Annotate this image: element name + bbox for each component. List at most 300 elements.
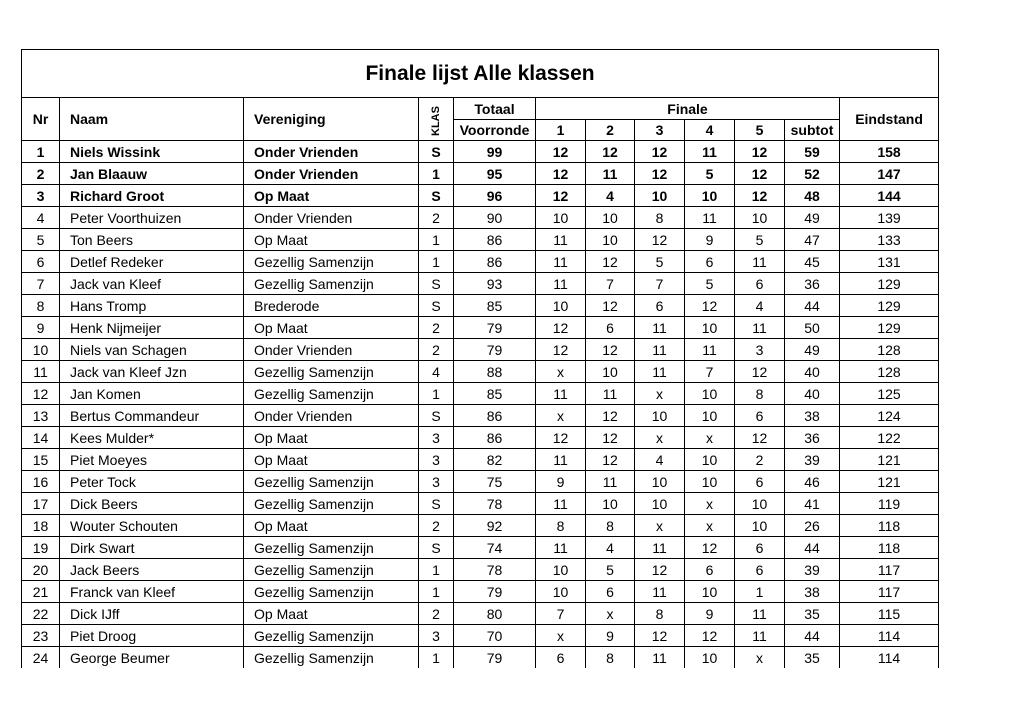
cell-naam: George Beumer [60,647,244,669]
header-voorronde: Voorronde [454,120,536,141]
cell-finale-1: 11 [536,251,586,273]
table-row [22,559,939,581]
cell-vereniging: Gezellig Samenzijn [244,537,419,559]
cell-klas: 4 [419,361,454,383]
cell-finale-2: 7 [586,273,635,295]
cell-finale-1: x [536,625,586,647]
cell-finale-5: 6 [735,471,785,493]
cell-finale-5: 12 [735,141,785,163]
cell-vereniging: Brederode [244,295,419,317]
results-table [21,49,939,668]
cell-finale-5: 11 [735,251,785,273]
cell-vereniging: Gezellig Samenzijn [244,625,419,647]
cell-finale-5: 10 [735,207,785,229]
cell-finale-3: 5 [635,251,685,273]
cell-eindstand: 124 [840,405,939,427]
cell-naam: Jan Blaauw [60,163,244,185]
cell-eindstand: 129 [840,273,939,295]
cell-eindstand: 115 [840,603,939,625]
cell-eindstand: 121 [840,471,939,493]
header-naam: Naam [60,98,244,141]
cell-subtot: 40 [785,383,840,405]
cell-klas: S [419,141,454,163]
cell-vereniging: Op Maat [244,317,419,339]
cell-naam: Jack van Kleef [60,273,244,295]
cell-nr: 19 [22,537,60,559]
cell-subtot: 38 [785,405,840,427]
cell-nr: 2 [22,163,60,185]
cell-finale-3: 4 [635,449,685,471]
cell-nr: 5 [22,229,60,251]
cell-nr: 10 [22,339,60,361]
cell-voorronde: 70 [454,625,536,647]
cell-finale-3: 11 [635,317,685,339]
cell-naam: Kees Mulder* [60,427,244,449]
cell-finale-1: 12 [536,141,586,163]
header-eindstand: Eindstand [840,98,939,141]
cell-voorronde: 92 [454,515,536,537]
cell-naam: Piet Droog [60,625,244,647]
cell-voorronde: 78 [454,493,536,515]
cell-finale-2: 6 [586,317,635,339]
cell-finale-4: 11 [685,339,735,361]
cell-eindstand: 125 [840,383,939,405]
table-row [22,295,939,317]
cell-subtot: 49 [785,207,840,229]
cell-eindstand: 147 [840,163,939,185]
cell-naam: Dick IJff [60,603,244,625]
cell-nr: 15 [22,449,60,471]
cell-finale-2: 12 [586,427,635,449]
cell-finale-5: 8 [735,383,785,405]
cell-eindstand: 128 [840,339,939,361]
cell-klas: S [419,295,454,317]
cell-vereniging: Gezellig Samenzijn [244,559,419,581]
cell-vereniging: Onder Vrienden [244,405,419,427]
cell-nr: 14 [22,427,60,449]
cell-klas: 1 [419,647,454,669]
cell-finale-2: 11 [586,471,635,493]
cell-subtot: 35 [785,603,840,625]
cell-finale-5: 6 [735,559,785,581]
cell-subtot: 48 [785,185,840,207]
cell-finale-5: 6 [735,405,785,427]
cell-finale-4: 10 [685,647,735,669]
cell-finale-4: 10 [685,581,735,603]
table-row [22,163,939,185]
cell-nr: 23 [22,625,60,647]
cell-vereniging: Onder Vrienden [244,207,419,229]
cell-finale-2: 12 [586,251,635,273]
cell-klas: 1 [419,559,454,581]
cell-finale-2: 12 [586,141,635,163]
table-row [22,603,939,625]
cell-finale-3: 7 [635,273,685,295]
cell-vereniging: Onder Vrienden [244,339,419,361]
cell-finale-5: 10 [735,493,785,515]
cell-finale-1: 10 [536,559,586,581]
cell-finale-4: 5 [685,163,735,185]
cell-finale-4: 5 [685,273,735,295]
cell-voorronde: 85 [454,295,536,317]
cell-subtot: 47 [785,229,840,251]
cell-klas: 1 [419,581,454,603]
cell-finale-3: 10 [635,493,685,515]
cell-finale-5: 6 [735,537,785,559]
cell-finale-3: 11 [635,647,685,669]
results-sheet [21,49,938,668]
table-row [22,581,939,603]
cell-finale-1: 6 [536,647,586,669]
page-title: Finale lijst Alle klassen [22,50,939,98]
cell-voorronde: 86 [454,251,536,273]
cell-finale-2: 10 [586,229,635,251]
cell-finale-5: 11 [735,603,785,625]
cell-klas: S [419,493,454,515]
cell-subtot: 52 [785,163,840,185]
cell-finale-4: 6 [685,251,735,273]
cell-finale-1: 11 [536,449,586,471]
table-row [22,207,939,229]
cell-subtot: 44 [785,625,840,647]
cell-finale-2: 10 [586,493,635,515]
cell-eindstand: 139 [840,207,939,229]
cell-klas: 2 [419,603,454,625]
cell-finale-4: 12 [685,295,735,317]
cell-voorronde: 85 [454,383,536,405]
cell-eindstand: 128 [840,361,939,383]
cell-eindstand: 131 [840,251,939,273]
cell-finale-3: 12 [635,559,685,581]
cell-eindstand: 119 [840,493,939,515]
cell-klas: 2 [419,317,454,339]
cell-finale-2: 10 [586,361,635,383]
cell-finale-4: 11 [685,207,735,229]
cell-finale-4: 9 [685,229,735,251]
table-row [22,317,939,339]
cell-voorronde: 86 [454,229,536,251]
cell-finale-2: 5 [586,559,635,581]
cell-voorronde: 82 [454,449,536,471]
cell-nr: 22 [22,603,60,625]
cell-finale-5: 5 [735,229,785,251]
cell-klas: S [419,185,454,207]
cell-naam: Detlef Redeker [60,251,244,273]
cell-eindstand: 114 [840,625,939,647]
cell-subtot: 46 [785,471,840,493]
cell-finale-3: 8 [635,207,685,229]
cell-voorronde: 74 [454,537,536,559]
cell-eindstand: 122 [840,427,939,449]
cell-nr: 1 [22,141,60,163]
cell-vereniging: Gezellig Samenzijn [244,581,419,603]
cell-finale-1: 11 [536,493,586,515]
cell-finale-5: 4 [735,295,785,317]
cell-subtot: 59 [785,141,840,163]
cell-finale-2: x [586,603,635,625]
cell-nr: 7 [22,273,60,295]
cell-klas: 1 [419,229,454,251]
cell-finale-4: x [685,493,735,515]
cell-finale-2: 9 [586,625,635,647]
cell-naam: Dick Beers [60,493,244,515]
table-row [22,361,939,383]
cell-eindstand: 144 [840,185,939,207]
header-klas [419,98,454,141]
cell-vereniging: Op Maat [244,515,419,537]
cell-nr: 8 [22,295,60,317]
cell-klas: S [419,405,454,427]
cell-finale-3: 12 [635,625,685,647]
cell-subtot: 26 [785,515,840,537]
cell-nr: 3 [22,185,60,207]
cell-subtot: 38 [785,581,840,603]
cell-voorronde: 88 [454,361,536,383]
cell-finale-4: 10 [685,185,735,207]
cell-klas: S [419,537,454,559]
cell-klas: 2 [419,339,454,361]
cell-klas: 2 [419,515,454,537]
cell-subtot: 35 [785,647,840,669]
cell-finale-3: 12 [635,163,685,185]
cell-naam: Dirk Swart [60,537,244,559]
cell-naam: Jan Komen [60,383,244,405]
cell-finale-4: 10 [685,449,735,471]
cell-finale-2: 10 [586,207,635,229]
cell-finale-4: 6 [685,559,735,581]
header-finale-5: 5 [735,120,785,141]
cell-naam: Bertus Commandeur [60,405,244,427]
cell-finale-3: 6 [635,295,685,317]
cell-vereniging: Gezellig Samenzijn [244,493,419,515]
cell-finale-3: 11 [635,361,685,383]
cell-nr: 9 [22,317,60,339]
cell-klas: 3 [419,625,454,647]
cell-finale-2: 12 [586,339,635,361]
header-subtot: subtot [785,120,840,141]
header-finale-4: 4 [685,120,735,141]
header-finale-2: 2 [586,120,635,141]
cell-nr: 24 [22,647,60,669]
cell-vereniging: Gezellig Samenzijn [244,273,419,295]
cell-subtot: 50 [785,317,840,339]
cell-voorronde: 80 [454,603,536,625]
cell-finale-1: 10 [536,581,586,603]
table-row [22,537,939,559]
cell-vereniging: Gezellig Samenzijn [244,383,419,405]
cell-klas: 1 [419,383,454,405]
cell-nr: 13 [22,405,60,427]
cell-finale-4: x [685,427,735,449]
cell-finale-1: 11 [536,273,586,295]
cell-finale-5: 11 [735,625,785,647]
cell-vereniging: Op Maat [244,427,419,449]
table-row [22,449,939,471]
cell-finale-1: 12 [536,339,586,361]
cell-nr: 20 [22,559,60,581]
cell-finale-3: 11 [635,581,685,603]
header-finale-3: 3 [635,120,685,141]
cell-vereniging: Gezellig Samenzijn [244,647,419,669]
cell-finale-2: 11 [586,383,635,405]
header-nr: Nr [22,98,60,141]
cell-voorronde: 75 [454,471,536,493]
cell-finale-2: 8 [586,515,635,537]
cell-finale-2: 12 [586,449,635,471]
cell-finale-3: x [635,383,685,405]
cell-vereniging: Op Maat [244,603,419,625]
cell-klas: 1 [419,163,454,185]
cell-finale-5: 1 [735,581,785,603]
cell-klas: 1 [419,251,454,273]
cell-finale-3: 10 [635,405,685,427]
cell-finale-5: 2 [735,449,785,471]
cell-eindstand: 118 [840,537,939,559]
cell-naam: Peter Voorthuizen [60,207,244,229]
cell-voorronde: 86 [454,405,536,427]
cell-vereniging: Op Maat [244,229,419,251]
cell-finale-5: 12 [735,427,785,449]
header-row-top [22,98,939,120]
cell-finale-3: x [635,427,685,449]
cell-eindstand: 129 [840,317,939,339]
table-row [22,647,939,669]
cell-finale-1: 10 [536,295,586,317]
cell-finale-2: 6 [586,581,635,603]
cell-voorronde: 95 [454,163,536,185]
cell-finale-1: x [536,361,586,383]
cell-finale-3: 11 [635,339,685,361]
cell-eindstand: 133 [840,229,939,251]
cell-finale-3: x [635,515,685,537]
cell-finale-3: 8 [635,603,685,625]
cell-naam: Franck van Kleef [60,581,244,603]
cell-vereniging: Gezellig Samenzijn [244,471,419,493]
table-row [22,141,939,163]
cell-voorronde: 93 [454,273,536,295]
cell-klas: 3 [419,471,454,493]
cell-finale-4: 10 [685,317,735,339]
table-row [22,427,939,449]
cell-eindstand: 114 [840,647,939,669]
cell-naam: Niels van Schagen [60,339,244,361]
table-row [22,251,939,273]
cell-naam: Piet Moeyes [60,449,244,471]
table-row [22,185,939,207]
cell-naam: Henk Nijmeijer [60,317,244,339]
cell-finale-3: 10 [635,471,685,493]
cell-finale-4: x [685,515,735,537]
cell-voorronde: 86 [454,427,536,449]
cell-finale-1: 8 [536,515,586,537]
cell-finale-1: 12 [536,317,586,339]
cell-nr: 11 [22,361,60,383]
cell-naam: Peter Tock [60,471,244,493]
cell-voorronde: 79 [454,581,536,603]
cell-subtot: 39 [785,559,840,581]
header-totaal: Totaal [454,98,536,120]
cell-finale-2: 11 [586,163,635,185]
cell-voorronde: 99 [454,141,536,163]
cell-eindstand: 118 [840,515,939,537]
cell-naam: Ton Beers [60,229,244,251]
cell-finale-1: 11 [536,383,586,405]
cell-naam: Richard Groot [60,185,244,207]
cell-finale-4: 10 [685,405,735,427]
cell-finale-5: 12 [735,163,785,185]
cell-naam: Niels Wissink [60,141,244,163]
cell-nr: 6 [22,251,60,273]
cell-subtot: 36 [785,427,840,449]
cell-finale-5: 3 [735,339,785,361]
cell-finale-5: 12 [735,361,785,383]
cell-voorronde: 79 [454,317,536,339]
cell-vereniging: Onder Vrienden [244,163,419,185]
cell-finale-1: 12 [536,185,586,207]
cell-finale-5: 10 [735,515,785,537]
cell-klas: 2 [419,207,454,229]
cell-eindstand: 117 [840,559,939,581]
cell-finale-1: x [536,405,586,427]
cell-voorronde: 96 [454,185,536,207]
cell-naam: Jack Beers [60,559,244,581]
cell-vereniging: Gezellig Samenzijn [244,361,419,383]
cell-subtot: 39 [785,449,840,471]
table-row [22,515,939,537]
cell-finale-2: 12 [586,295,635,317]
cell-finale-4: 12 [685,625,735,647]
cell-finale-4: 11 [685,141,735,163]
cell-finale-4: 7 [685,361,735,383]
header-finale-1: 1 [536,120,586,141]
cell-naam: Hans Tromp [60,295,244,317]
cell-finale-4: 9 [685,603,735,625]
table-row [22,493,939,515]
cell-finale-3: 10 [635,185,685,207]
cell-klas: S [419,273,454,295]
table-row [22,405,939,427]
cell-finale-1: 9 [536,471,586,493]
cell-finale-2: 12 [586,405,635,427]
cell-subtot: 40 [785,361,840,383]
cell-finale-2: 8 [586,647,635,669]
cell-eindstand: 129 [840,295,939,317]
cell-finale-1: 11 [536,229,586,251]
cell-vereniging: Op Maat [244,449,419,471]
cell-finale-4: 12 [685,537,735,559]
cell-finale-5: x [735,647,785,669]
table-row [22,625,939,647]
header-klas-label: KLAS [429,106,442,136]
header-finale: Finale [536,98,840,120]
table-row [22,471,939,493]
cell-subtot: 36 [785,273,840,295]
cell-nr: 4 [22,207,60,229]
cell-finale-5: 11 [735,317,785,339]
cell-subtot: 41 [785,493,840,515]
cell-finale-2: 4 [586,185,635,207]
cell-finale-3: 11 [635,537,685,559]
cell-voorronde: 90 [454,207,536,229]
cell-vereniging: Op Maat [244,185,419,207]
cell-nr: 17 [22,493,60,515]
cell-finale-3: 12 [635,229,685,251]
cell-voorronde: 79 [454,647,536,669]
cell-subtot: 44 [785,537,840,559]
cell-finale-1: 12 [536,163,586,185]
cell-eindstand: 121 [840,449,939,471]
cell-finale-5: 6 [735,273,785,295]
